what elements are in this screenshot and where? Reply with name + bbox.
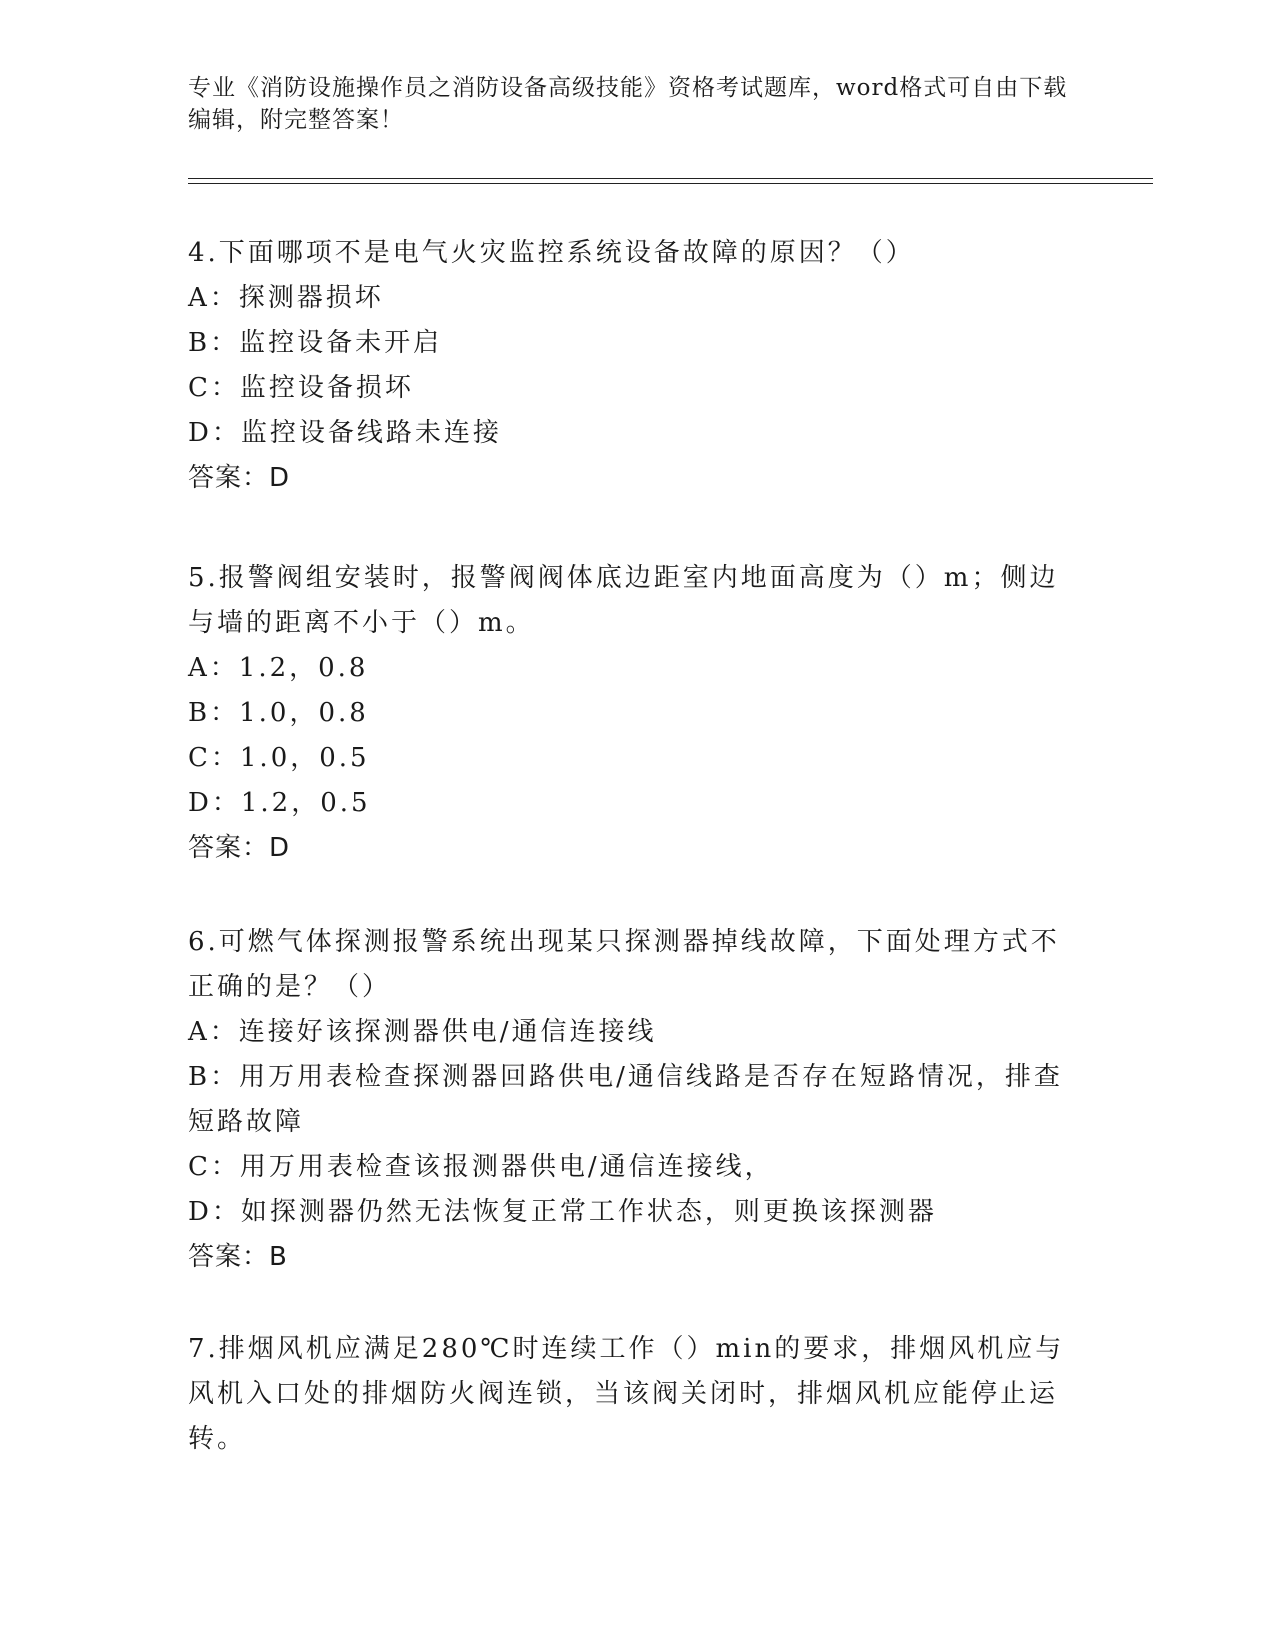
question-text: 7.排烟风机应满足280℃时连续工作（）min的要求，排烟风机应与风机入口处的排烟防火阀连锁，当该阀关闭时，排烟风机应能停止运转。	[188, 1334, 1065, 1454]
question-6	[188, 920, 1068, 1280]
question-4	[188, 231, 1068, 501]
question-text: 6.可燃气体探测报警系统出现某只探测器掉线故障，下面处理方式不正确的是？（）	[188, 927, 1060, 1002]
answer: 答案：D	[188, 833, 291, 863]
question-text: 5.报警阀组安装时，报警阀阀体底边距室内地面高度为（）m；侧边与墙的距离不小于（）m。	[188, 563, 1059, 638]
answer: 答案：B	[188, 1242, 288, 1272]
option-d: D：1.2，0.5	[188, 788, 371, 818]
option-d: D：监控设备线路未连接	[188, 418, 502, 448]
option-c: C：监控设备损坏	[188, 373, 414, 403]
header-divider-bottom	[188, 183, 1153, 184]
question-text: 4.下面哪项不是电气火灾监控系统设备故障的原因？（）	[188, 238, 915, 268]
option-b: B：用万用表检查探测器回路供电/通信线路是否存在短路情况，排查短路故障	[188, 1062, 1063, 1137]
option-b: B：1.0，0.8	[188, 698, 369, 728]
option-a: A：探测器损坏	[188, 283, 384, 313]
answer: 答案：D	[188, 463, 291, 493]
option-a: A：连接好该探测器供电/通信连接线	[188, 1017, 657, 1047]
option-d: D：如探测器仍然无法恢复正常工作状态，则更换该探测器	[188, 1197, 937, 1227]
question-7	[188, 1327, 1068, 1462]
question-5	[188, 556, 1068, 871]
option-c: C：用万用表检查该报测器供电/通信连接线，	[188, 1152, 774, 1182]
option-a: A：1.2，0.8	[188, 653, 369, 683]
option-c: C：1.0，0.5	[188, 743, 370, 773]
document-header: 专业《消防设施操作员之消防设备高级技能》资格考试题库，word格式可自由下载编辑，附完整答案！	[188, 75, 1068, 133]
option-b: B：监控设备未开启	[188, 328, 443, 358]
header-divider-top	[188, 178, 1153, 179]
